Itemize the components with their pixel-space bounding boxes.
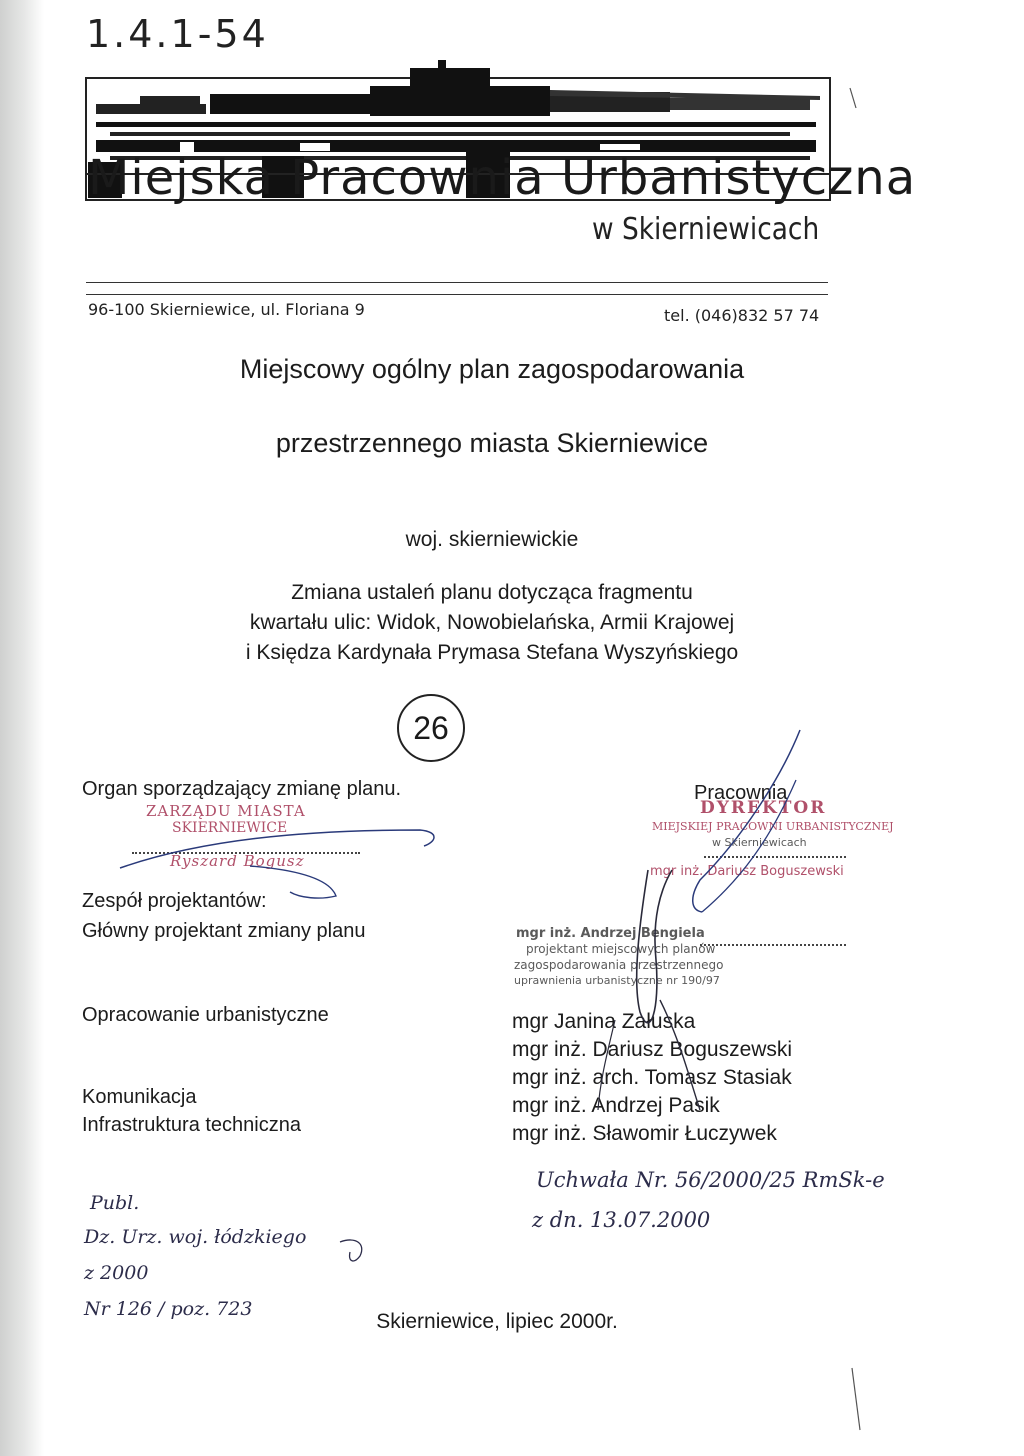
signature-line [700,944,846,946]
team-member: mgr inż. Dariusz Boguszewski [512,1038,793,1061]
workshop-director: mgr inż. Dariusz Boguszewski [650,864,844,879]
change-line: Zmiana ustaleń planu dotycząca fragmentu [291,581,693,604]
handwritten-publication: z 2000 [84,1262,149,1284]
urban-design-label: Opracowanie urbanistyczne [82,1004,329,1026]
team-list [512,1008,792,1148]
chief-designer-label: Główny projektant zmiany planu [82,920,366,942]
team-member: mgr inż. Andrzej Pasik [512,1094,720,1117]
organ-label: Organ sporządzający zmianę planu. [82,778,402,800]
communication-label: Komunikacja [82,1086,197,1108]
handwritten-publication: Nr 126 / poz. 723 [84,1298,253,1320]
designers-label: Zespół projektantów: [82,890,267,912]
letterhead-phone: tel. (046)832 57 74 [664,306,820,325]
workshop-label: Pracownia [694,782,788,804]
document-title-line1: Miejscowy ogólny plan zagospodarowania [239,354,745,384]
infrastructure-label: Infrastruktura techniczna [82,1114,301,1136]
document-title-line2: przestrzennego miasta Skierniewice [275,428,709,458]
letterhead-city: w Skierniewicach [592,212,820,247]
voivodeship: woj. skierniewickie [405,528,579,551]
team-member: mgr inż. arch. Tomasz Stasiak [512,1066,792,1089]
handwritten-publication: Publ. [90,1192,140,1214]
designer-stamp: projektant miejscowych planów [526,942,716,956]
change-line: kwartału ulic: Widok, Nowobielańska, Armii Krajowej [249,611,735,634]
workshop-stamp: DYREKTOR [700,798,827,818]
document-number: 1.4.1-54 [86,12,269,56]
change-line: i Księdza Kardynała Prymasa Stefana Wyszyńskiego [245,641,739,664]
letterhead-name: Miejska Pracownia Urbanistyczna [88,150,917,206]
signature-line [704,856,846,858]
place-and-date: Skierniewice, lipiec 2000r. [376,1310,618,1333]
designer-stamp: uprawnienia urbanistyczne nr 190/97 [514,974,720,987]
handwritten-publication: Dz. Urz. woj. łódzkiego [84,1226,307,1248]
designer-stamp: zagospodarowania przestrzennego [514,958,724,972]
team-member: mgr Janina Załuska [512,1010,696,1033]
plan-number-badge: 26 [397,694,465,762]
change-description [0,578,984,668]
organ-stamp: ZARZĄDU MIASTA [146,802,306,820]
letterhead-address: 96-100 Skierniewice, ul. Floriana 9 [88,300,365,319]
handwritten-resolution-date: z dn. 13.07.2000 [532,1208,711,1232]
organ-signatory: Ryszard Bogusz [170,852,305,870]
designer-stamp: mgr inż. Andrzej Bengiela [516,926,705,941]
workshop-stamp: MIEJSKIEJ PRACOWNI URBANISTYCZNEJ [652,820,894,833]
workshop-stamp: w Skierniewicach [712,836,807,849]
divider-rule [86,294,828,295]
organ-stamp: SKIERNIEWICE [172,820,288,836]
divider-rule [86,282,828,283]
handwritten-resolution: Uchwała Nr. 56/2000/25 RmSk-e [536,1168,885,1192]
team-member: mgr inż. Sławomir Łuczywek [512,1122,777,1145]
